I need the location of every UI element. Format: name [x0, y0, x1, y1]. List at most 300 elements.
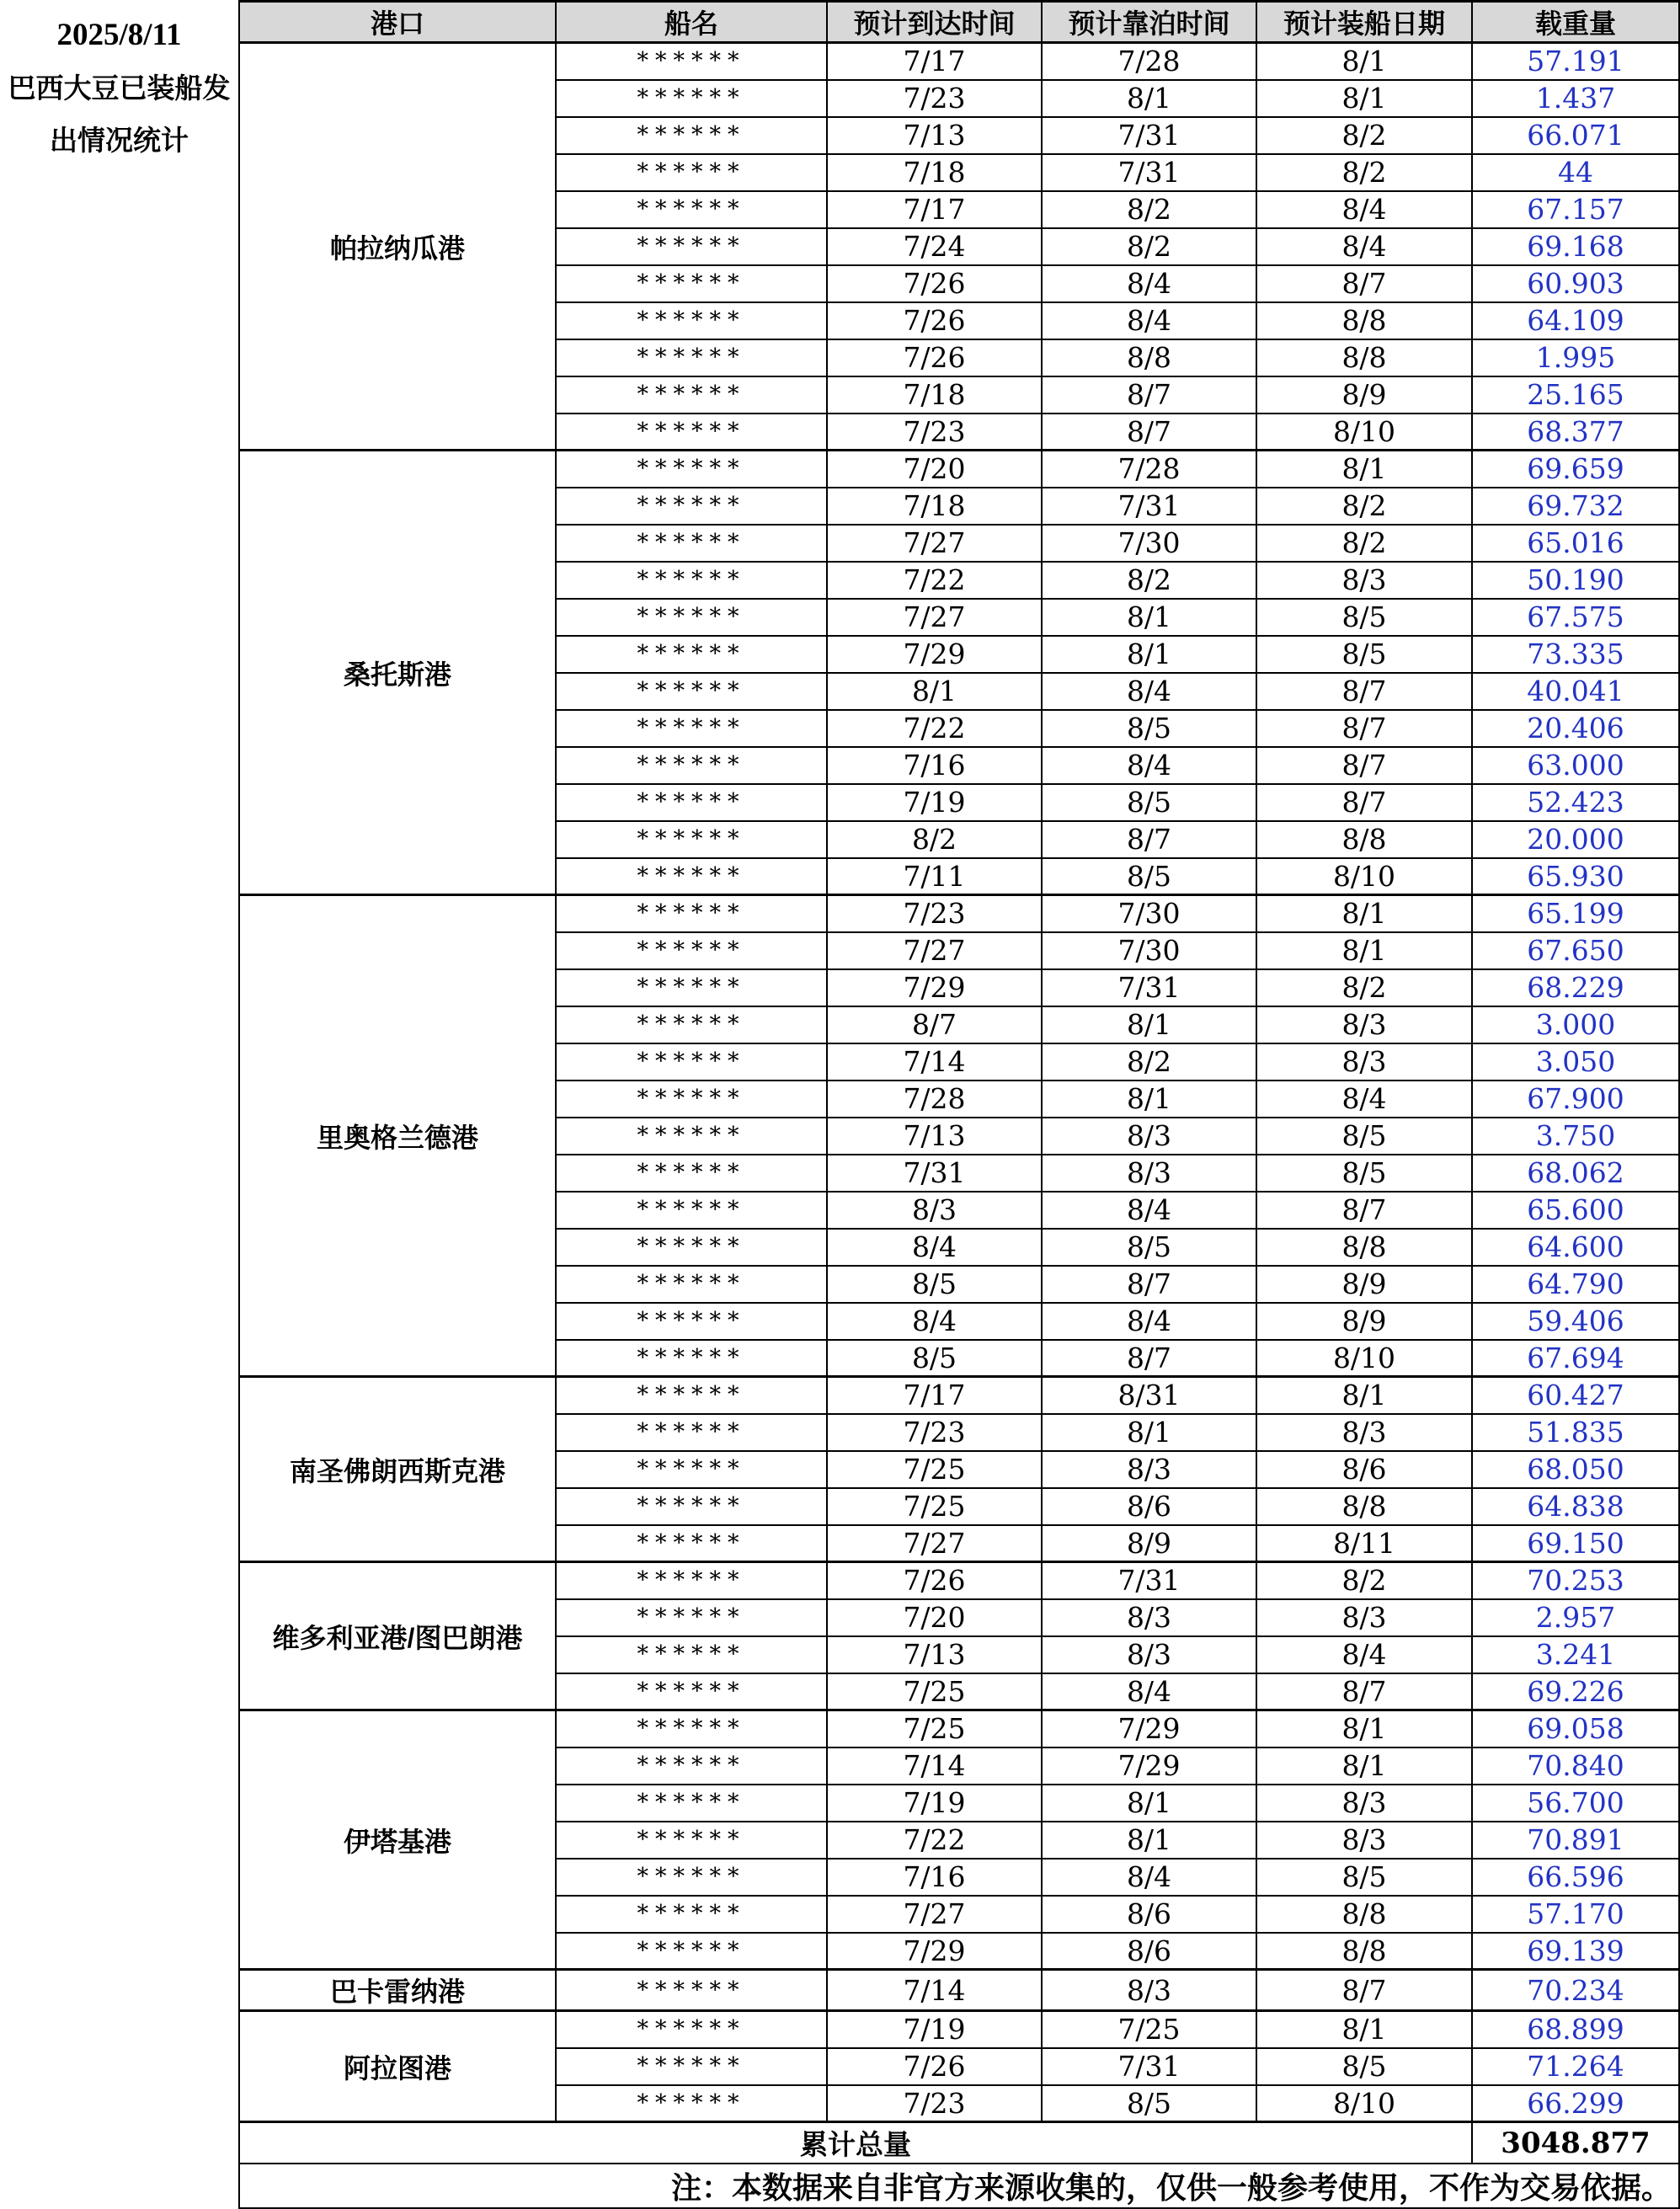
arrival-cell: 8/4 [827, 1229, 1042, 1266]
load-date-cell: 8/4 [1256, 1080, 1472, 1118]
berth-cell: 8/4 [1042, 265, 1256, 302]
shipment-table [238, 0, 1680, 2209]
berth-cell: 7/29 [1042, 1710, 1256, 1747]
ship-name-cell: ****** [556, 265, 827, 302]
weight-cell: 50.190 [1472, 562, 1679, 599]
berth-cell: 8/5 [1042, 2085, 1256, 2122]
weight-cell: 57.191 [1472, 43, 1679, 80]
arrival-cell: 7/26 [827, 265, 1042, 302]
sheet-title-block [0, 0, 238, 167]
arrival-cell: 7/13 [827, 1118, 1042, 1155]
total-value: 3048.877 [1472, 2122, 1679, 2164]
table-row [239, 43, 1679, 80]
weight-cell: 3.000 [1472, 1006, 1679, 1043]
arrival-cell: 7/25 [827, 1710, 1042, 1747]
ship-name-cell: ****** [556, 1229, 827, 1266]
weight-cell: 59.406 [1472, 1303, 1679, 1340]
berth-cell: 7/31 [1042, 154, 1256, 191]
arrival-cell: 7/14 [827, 1747, 1042, 1785]
arrival-cell: 7/22 [827, 710, 1042, 747]
weight-cell: 1.437 [1472, 80, 1679, 117]
load-date-cell: 8/4 [1256, 191, 1472, 228]
port-cell: 巴卡雷纳港 [239, 1970, 556, 2011]
load-date-cell: 8/3 [1256, 562, 1472, 599]
header-deadweight: 载重量 [1472, 2, 1679, 43]
ship-name-cell: ****** [556, 2011, 827, 2048]
load-date-cell: 8/3 [1256, 1006, 1472, 1043]
weight-cell: 64.838 [1472, 1488, 1679, 1525]
berth-cell: 7/31 [1042, 488, 1256, 525]
berth-cell: 8/6 [1042, 1896, 1256, 1933]
weight-cell: 69.058 [1472, 1710, 1679, 1747]
load-date-cell: 8/9 [1256, 376, 1472, 414]
table-row [239, 451, 1679, 488]
arrival-cell: 7/20 [827, 1599, 1042, 1636]
load-date-cell: 8/1 [1256, 2011, 1472, 2048]
load-date-cell: 8/1 [1256, 1747, 1472, 1785]
weight-cell: 70.234 [1472, 1970, 1679, 2011]
ship-name-cell: ****** [556, 1896, 827, 1933]
table-row [239, 1377, 1679, 1414]
berth-cell: 8/7 [1042, 1266, 1256, 1303]
berth-cell: 7/30 [1042, 932, 1256, 969]
weight-cell: 67.900 [1472, 1080, 1679, 1118]
weight-cell: 67.650 [1472, 932, 1679, 969]
berth-cell: 8/4 [1042, 1673, 1256, 1710]
arrival-cell: 8/2 [827, 821, 1042, 858]
berth-cell: 8/4 [1042, 1303, 1256, 1340]
load-date-cell: 8/10 [1256, 858, 1472, 895]
arrival-cell: 7/25 [827, 1488, 1042, 1525]
berth-cell: 7/31 [1042, 2048, 1256, 2085]
weight-cell: 3.241 [1472, 1636, 1679, 1673]
load-date-cell: 8/6 [1256, 1451, 1472, 1488]
weight-cell: 69.150 [1472, 1525, 1679, 1562]
table-body [239, 43, 1679, 2122]
berth-cell: 8/1 [1042, 636, 1256, 673]
load-date-cell: 8/8 [1256, 821, 1472, 858]
ship-name-cell: ****** [556, 1673, 827, 1710]
load-date-cell: 8/2 [1256, 969, 1472, 1006]
load-date-cell: 8/9 [1256, 1266, 1472, 1303]
weight-cell: 68.899 [1472, 2011, 1679, 2048]
arrival-cell: 7/17 [827, 1377, 1042, 1414]
weight-cell: 1.995 [1472, 339, 1679, 376]
weight-cell: 68.229 [1472, 969, 1679, 1006]
ship-name-cell: ****** [556, 1080, 827, 1118]
weight-cell: 44 [1472, 154, 1679, 191]
weight-cell: 64.600 [1472, 1229, 1679, 1266]
load-date-cell: 8/8 [1256, 1933, 1472, 1970]
arrival-cell: 7/19 [827, 784, 1042, 821]
ship-name-cell: ****** [556, 302, 827, 339]
arrival-cell: 7/27 [827, 599, 1042, 636]
weight-cell: 70.891 [1472, 1822, 1679, 1859]
ship-name-cell: ****** [556, 1859, 827, 1896]
weight-cell: 3.750 [1472, 1118, 1679, 1155]
ship-name-cell: ****** [556, 43, 827, 80]
berth-cell: 8/6 [1042, 1488, 1256, 1525]
ship-name-cell: ****** [556, 525, 827, 562]
report-title: 巴西大豆已装船发出情况统计 [8, 72, 231, 156]
ship-name-cell: ****** [556, 562, 827, 599]
berth-cell: 8/1 [1042, 1785, 1256, 1822]
ship-name-cell: ****** [556, 451, 827, 488]
header-row [239, 2, 1679, 43]
load-date-cell: 8/10 [1256, 2085, 1472, 2122]
load-date-cell: 8/5 [1256, 2048, 1472, 2085]
ship-name-cell: ****** [556, 1747, 827, 1785]
load-date-cell: 8/8 [1256, 1229, 1472, 1266]
arrival-cell: 7/20 [827, 451, 1042, 488]
load-date-cell: 8/8 [1256, 339, 1472, 376]
table-row [239, 2011, 1679, 2048]
ship-name-cell: ****** [556, 488, 827, 525]
berth-cell: 7/31 [1042, 969, 1256, 1006]
report-date: 2025/8/11 [56, 18, 182, 52]
weight-cell: 68.062 [1472, 1155, 1679, 1192]
weight-cell: 60.903 [1472, 265, 1679, 302]
total-row [239, 2122, 1679, 2164]
arrival-cell: 7/14 [827, 1970, 1042, 2011]
ship-name-cell: ****** [556, 932, 827, 969]
ship-name-cell: ****** [556, 414, 827, 451]
port-cell: 阿拉图港 [239, 2011, 556, 2122]
arrival-cell: 7/19 [827, 1785, 1042, 1822]
weight-cell: 51.835 [1472, 1414, 1679, 1451]
ship-name-cell: ****** [556, 1377, 827, 1414]
arrival-cell: 8/7 [827, 1006, 1042, 1043]
berth-cell: 8/6 [1042, 1933, 1256, 1970]
weight-cell: 70.840 [1472, 1747, 1679, 1785]
arrival-cell: 8/4 [827, 1303, 1042, 1340]
load-date-cell: 8/7 [1256, 747, 1472, 784]
load-date-cell: 8/3 [1256, 1599, 1472, 1636]
port-cell: 维多利亚港/图巴朗港 [239, 1562, 556, 1710]
weight-cell: 25.165 [1472, 376, 1679, 414]
ship-name-cell: ****** [556, 1636, 827, 1673]
ship-name-cell: ****** [556, 1488, 827, 1525]
arrival-cell: 7/31 [827, 1155, 1042, 1192]
ship-name-cell: ****** [556, 1155, 827, 1192]
ship-name-cell: ****** [556, 1970, 827, 2011]
table-row [239, 1710, 1679, 1747]
load-date-cell: 8/7 [1256, 1970, 1472, 2011]
port-cell: 伊塔基港 [239, 1710, 556, 1970]
header-berth-time: 预计靠泊时间 [1042, 2, 1256, 43]
load-date-cell: 8/10 [1256, 1340, 1472, 1377]
ship-name-cell: ****** [556, 858, 827, 895]
arrival-cell: 7/18 [827, 154, 1042, 191]
arrival-cell: 7/23 [827, 2085, 1042, 2122]
load-date-cell: 8/1 [1256, 895, 1472, 932]
ship-name-cell: ****** [556, 1710, 827, 1747]
arrival-cell: 7/11 [827, 858, 1042, 895]
port-cell: 桑托斯港 [239, 451, 556, 895]
arrival-cell: 7/23 [827, 895, 1042, 932]
arrival-cell: 7/16 [827, 1859, 1042, 1896]
load-date-cell: 8/3 [1256, 1822, 1472, 1859]
berth-cell: 8/2 [1042, 191, 1256, 228]
load-date-cell: 8/1 [1256, 1710, 1472, 1747]
load-date-cell: 8/7 [1256, 265, 1472, 302]
weight-cell: 67.575 [1472, 599, 1679, 636]
berth-cell: 8/7 [1042, 821, 1256, 858]
weight-cell: 68.050 [1472, 1451, 1679, 1488]
ship-name-cell: ****** [556, 1340, 827, 1377]
note-row [239, 2164, 1679, 2208]
berth-cell: 8/7 [1042, 376, 1256, 414]
load-date-cell: 8/1 [1256, 43, 1472, 80]
load-date-cell: 8/7 [1256, 710, 1472, 747]
arrival-cell: 7/29 [827, 1933, 1042, 1970]
berth-cell: 8/4 [1042, 747, 1256, 784]
weight-cell: 67.694 [1472, 1340, 1679, 1377]
berth-cell: 7/31 [1042, 1562, 1256, 1599]
ship-name-cell: ****** [556, 1785, 827, 1822]
ship-name-cell: ****** [556, 1562, 827, 1599]
weight-cell: 64.790 [1472, 1266, 1679, 1303]
weight-cell: 65.930 [1472, 858, 1679, 895]
load-date-cell: 8/5 [1256, 1155, 1472, 1192]
berth-cell: 8/1 [1042, 1414, 1256, 1451]
ship-name-cell: ****** [556, 1266, 827, 1303]
berth-cell: 7/25 [1042, 2011, 1256, 2048]
load-date-cell: 8/5 [1256, 1118, 1472, 1155]
load-date-cell: 8/2 [1256, 1562, 1472, 1599]
load-date-cell: 8/1 [1256, 932, 1472, 969]
arrival-cell: 7/29 [827, 636, 1042, 673]
load-date-cell: 8/8 [1256, 1488, 1472, 1525]
berth-cell: 7/28 [1042, 43, 1256, 80]
ship-name-cell: ****** [556, 1192, 827, 1229]
weight-cell: 66.596 [1472, 1859, 1679, 1896]
arrival-cell: 7/26 [827, 1562, 1042, 1599]
ship-name-cell: ****** [556, 1451, 827, 1488]
header-arrival-time: 预计到达时间 [827, 2, 1042, 43]
ship-name-cell: ****** [556, 1118, 827, 1155]
table-row [239, 1970, 1679, 2011]
load-date-cell: 8/1 [1256, 1377, 1472, 1414]
ship-name-cell: ****** [556, 599, 827, 636]
berth-cell: 8/1 [1042, 1006, 1256, 1043]
ship-name-cell: ****** [556, 821, 827, 858]
ship-name-cell: ****** [556, 339, 827, 376]
berth-cell: 8/1 [1042, 1080, 1256, 1118]
arrival-cell: 7/22 [827, 1822, 1042, 1859]
port-cell: 里奥格兰德港 [239, 895, 556, 1377]
berth-cell: 8/1 [1042, 80, 1256, 117]
arrival-cell: 7/26 [827, 2048, 1042, 2085]
berth-cell: 8/3 [1042, 1636, 1256, 1673]
berth-cell: 7/31 [1042, 117, 1256, 154]
ship-name-cell: ****** [556, 1006, 827, 1043]
weight-cell: 65.016 [1472, 525, 1679, 562]
arrival-cell: 7/27 [827, 932, 1042, 969]
table-row [239, 1562, 1679, 1599]
load-date-cell: 8/11 [1256, 1525, 1472, 1562]
weight-cell: 2.957 [1472, 1599, 1679, 1636]
weight-cell: 69.659 [1472, 451, 1679, 488]
ship-name-cell: ****** [556, 747, 827, 784]
berth-cell: 7/30 [1042, 895, 1256, 932]
ship-name-cell: ****** [556, 1414, 827, 1451]
weight-cell: 20.406 [1472, 710, 1679, 747]
ship-name-cell: ****** [556, 191, 827, 228]
berth-cell: 8/9 [1042, 1525, 1256, 1562]
header-load-date: 预计装船日期 [1256, 2, 1472, 43]
ship-name-cell: ****** [556, 1599, 827, 1636]
load-date-cell: 8/1 [1256, 451, 1472, 488]
weight-cell: 73.335 [1472, 636, 1679, 673]
weight-cell: 68.377 [1472, 414, 1679, 451]
load-date-cell: 8/7 [1256, 1192, 1472, 1229]
ship-name-cell: ****** [556, 154, 827, 191]
ship-name-cell: ****** [556, 710, 827, 747]
ship-name-cell: ****** [556, 1933, 827, 1970]
arrival-cell: 7/26 [827, 302, 1042, 339]
weight-cell: 69.226 [1472, 1673, 1679, 1710]
arrival-cell: 7/26 [827, 339, 1042, 376]
ship-name-cell: ****** [556, 895, 827, 932]
ship-name-cell: ****** [556, 2085, 827, 2122]
header-ship-name: 船名 [556, 2, 827, 43]
berth-cell: 8/4 [1042, 673, 1256, 710]
berth-cell: 8/4 [1042, 1192, 1256, 1229]
weight-cell: 64.109 [1472, 302, 1679, 339]
ship-name-cell: ****** [556, 1525, 827, 1562]
ship-name-cell: ****** [556, 228, 827, 265]
load-date-cell: 8/7 [1256, 1673, 1472, 1710]
weight-cell: 56.700 [1472, 1785, 1679, 1822]
berth-cell: 8/31 [1042, 1377, 1256, 1414]
berth-cell: 8/4 [1042, 1859, 1256, 1896]
ship-name-cell: ****** [556, 2048, 827, 2085]
load-date-cell: 8/5 [1256, 599, 1472, 636]
load-date-cell: 8/1 [1256, 80, 1472, 117]
berth-cell: 8/3 [1042, 1599, 1256, 1636]
weight-cell: 3.050 [1472, 1043, 1679, 1080]
weight-cell: 57.170 [1472, 1896, 1679, 1933]
arrival-cell: 8/3 [827, 1192, 1042, 1229]
arrival-cell: 7/23 [827, 1414, 1042, 1451]
berth-cell: 8/5 [1042, 858, 1256, 895]
ship-name-cell: ****** [556, 1822, 827, 1859]
weight-cell: 70.253 [1472, 1562, 1679, 1599]
arrival-cell: 7/14 [827, 1043, 1042, 1080]
load-date-cell: 8/3 [1256, 1414, 1472, 1451]
arrival-cell: 7/18 [827, 488, 1042, 525]
arrival-cell: 7/13 [827, 1636, 1042, 1673]
port-cell: 南圣佛朗西斯克港 [239, 1377, 556, 1562]
weight-cell: 66.299 [1472, 2085, 1679, 2122]
berth-cell: 8/8 [1042, 339, 1256, 376]
arrival-cell: 7/18 [827, 376, 1042, 414]
arrival-cell: 8/5 [827, 1340, 1042, 1377]
arrival-cell: 7/23 [827, 80, 1042, 117]
load-date-cell: 8/3 [1256, 1785, 1472, 1822]
berth-cell: 8/3 [1042, 1970, 1256, 2011]
ship-name-cell: ****** [556, 784, 827, 821]
arrival-cell: 7/27 [827, 1525, 1042, 1562]
ship-name-cell: ****** [556, 673, 827, 710]
weight-cell: 71.264 [1472, 2048, 1679, 2085]
arrival-cell: 7/23 [827, 414, 1042, 451]
berth-cell: 8/3 [1042, 1155, 1256, 1192]
ship-name-cell: ****** [556, 117, 827, 154]
load-date-cell: 8/4 [1256, 228, 1472, 265]
arrival-cell: 7/27 [827, 1896, 1042, 1933]
ship-name-cell: ****** [556, 1043, 827, 1080]
load-date-cell: 8/2 [1256, 154, 1472, 191]
berth-cell: 8/7 [1042, 414, 1256, 451]
weight-cell: 63.000 [1472, 747, 1679, 784]
berth-cell: 8/1 [1042, 599, 1256, 636]
load-date-cell: 8/7 [1256, 673, 1472, 710]
berth-cell: 8/7 [1042, 1340, 1256, 1377]
load-date-cell: 8/9 [1256, 1303, 1472, 1340]
ship-name-cell: ****** [556, 80, 827, 117]
arrival-cell: 8/1 [827, 673, 1042, 710]
weight-cell: 20.000 [1472, 821, 1679, 858]
weight-cell: 67.157 [1472, 191, 1679, 228]
load-date-cell: 8/2 [1256, 488, 1472, 525]
load-date-cell: 8/7 [1256, 784, 1472, 821]
berth-cell: 7/28 [1042, 451, 1256, 488]
weight-cell: 60.427 [1472, 1377, 1679, 1414]
load-date-cell: 8/4 [1256, 1636, 1472, 1673]
arrival-cell: 7/28 [827, 1080, 1042, 1118]
weight-cell: 69.732 [1472, 488, 1679, 525]
berth-cell: 8/3 [1042, 1451, 1256, 1488]
berth-cell: 8/4 [1042, 302, 1256, 339]
port-cell: 帕拉纳瓜港 [239, 43, 556, 451]
weight-cell: 65.199 [1472, 895, 1679, 932]
arrival-cell: 7/29 [827, 969, 1042, 1006]
berth-cell: 7/30 [1042, 525, 1256, 562]
ship-name-cell: ****** [556, 636, 827, 673]
weight-cell: 65.600 [1472, 1192, 1679, 1229]
berth-cell: 8/2 [1042, 562, 1256, 599]
load-date-cell: 8/8 [1256, 302, 1472, 339]
load-date-cell: 8/5 [1256, 636, 1472, 673]
weight-cell: 52.423 [1472, 784, 1679, 821]
load-date-cell: 8/3 [1256, 1043, 1472, 1080]
ship-name-cell: ****** [556, 1303, 827, 1340]
load-date-cell: 8/2 [1256, 525, 1472, 562]
arrival-cell: 7/27 [827, 525, 1042, 562]
arrival-cell: 7/22 [827, 562, 1042, 599]
arrival-cell: 7/19 [827, 2011, 1042, 2048]
weight-cell: 66.071 [1472, 117, 1679, 154]
load-date-cell: 8/10 [1256, 414, 1472, 451]
berth-cell: 8/5 [1042, 1229, 1256, 1266]
arrival-cell: 7/24 [827, 228, 1042, 265]
berth-cell: 7/29 [1042, 1747, 1256, 1785]
load-date-cell: 8/8 [1256, 1896, 1472, 1933]
berth-cell: 8/2 [1042, 228, 1256, 265]
berth-cell: 8/3 [1042, 1118, 1256, 1155]
weight-cell: 69.168 [1472, 228, 1679, 265]
arrival-cell: 7/25 [827, 1451, 1042, 1488]
arrival-cell: 7/17 [827, 43, 1042, 80]
berth-cell: 8/2 [1042, 1043, 1256, 1080]
ship-name-cell: ****** [556, 376, 827, 414]
arrival-cell: 7/13 [827, 117, 1042, 154]
weight-cell: 40.041 [1472, 673, 1679, 710]
table-row [239, 895, 1679, 932]
weight-cell: 69.139 [1472, 1933, 1679, 1970]
